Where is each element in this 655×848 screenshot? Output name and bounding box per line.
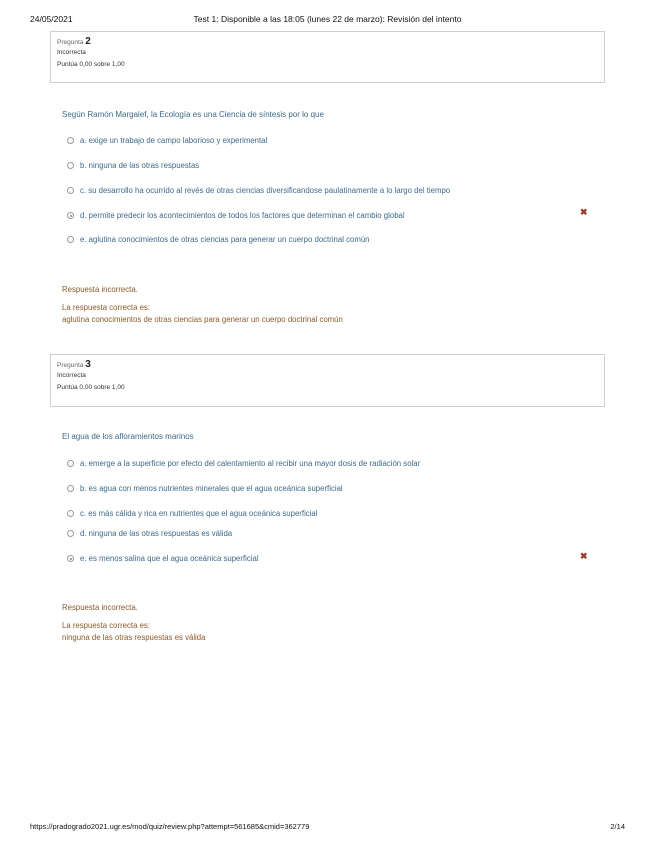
radio-button-selected[interactable] xyxy=(67,212,74,219)
print-url: https://pradogrado2021.ugr.es/mod/quiz/review.php?attempt=561685&cmid=362779 xyxy=(30,822,310,831)
incorrect-icon: ✖ xyxy=(580,207,588,217)
question-state: Incorrecta xyxy=(57,49,86,56)
print-title: Test 1: Disponible a las 18:05 (lunes 22 de marzo): Revisión del intento xyxy=(193,14,462,24)
radio-button[interactable] xyxy=(67,510,74,517)
question-info-box xyxy=(50,31,605,83)
radio-button[interactable] xyxy=(67,162,74,169)
radio-button[interactable] xyxy=(67,530,74,537)
right-answer-label: La respuesta correcta es: xyxy=(62,303,150,312)
right-answer-block xyxy=(62,620,205,644)
right-answer-text: aglutina conocimientos de otras ciencias para generar un cuerpo doctrinal común xyxy=(62,315,343,324)
question-text: Según Ramón Margalef, la Ecología es una Ciencia de síntesis por lo que xyxy=(62,110,324,119)
question-number: 2 xyxy=(85,36,91,47)
answer-text: d. permite predecir los acontecimientos de todos los factores que determinan el cambio global xyxy=(80,211,405,220)
radio-button[interactable] xyxy=(67,187,74,194)
answer-option-d[interactable] xyxy=(67,211,405,220)
answer-text: a. exige un trabajo de campo laborioso y experimental xyxy=(80,136,268,145)
answer-option-a[interactable] xyxy=(67,459,420,468)
answer-text: c. es más cálida y rica en nutrientes que el agua oceánica superficial xyxy=(80,509,318,518)
answer-option-e[interactable] xyxy=(67,235,370,244)
answer-option-c[interactable] xyxy=(67,509,318,518)
radio-button[interactable] xyxy=(67,460,74,467)
answer-option-a[interactable] xyxy=(67,136,267,145)
right-answer-label: La respuesta correcta es: xyxy=(62,621,150,630)
print-date: 24/05/2021 xyxy=(30,14,73,24)
question-grade: Puntúa 0,00 sobre 1,00 xyxy=(57,61,125,68)
right-answer-text: ninguna de las otras respuestas es válida xyxy=(62,633,206,642)
question-label: Pregunta xyxy=(57,39,84,46)
answer-text: b. ninguna de las otras respuestas xyxy=(80,161,200,170)
answer-text: a. emerge a la superficie por efecto del calentamiento al recibir una mayor dosis de radiación solar xyxy=(80,459,421,468)
question-number: 3 xyxy=(85,359,91,370)
right-answer-block xyxy=(62,302,343,326)
answer-option-d[interactable] xyxy=(67,529,232,538)
answer-option-c[interactable] xyxy=(67,186,450,195)
answer-text: c. su desarrollo ha ocurrido al revés de otras ciencias diversificandose paulatinamente a lo largo del tiempo xyxy=(80,186,451,195)
radio-button[interactable] xyxy=(67,485,74,492)
answer-text: b. es agua con menos nutrientes minerales que el agua oceánica superficial xyxy=(80,484,343,493)
answer-text: e. es menos salina que el agua oceánica superficial xyxy=(80,554,259,563)
page-number: 2/14 xyxy=(610,822,625,831)
question-state: Incorrecta xyxy=(57,372,86,379)
answer-option-b[interactable] xyxy=(67,161,199,170)
radio-button-selected[interactable] xyxy=(67,555,74,562)
incorrect-icon: ✖ xyxy=(580,551,588,561)
radio-button[interactable] xyxy=(67,137,74,144)
feedback-text: Respuesta incorrecta. xyxy=(62,603,138,612)
radio-button[interactable] xyxy=(67,236,74,243)
question-grade: Puntúa 0,00 sobre 1,00 xyxy=(57,384,125,391)
feedback-text: Respuesta incorrecta. xyxy=(62,285,138,294)
question-text: El agua de los afloramientos marinos xyxy=(62,432,194,441)
answer-option-b[interactable] xyxy=(67,484,343,493)
question-label: Pregunta xyxy=(57,362,84,369)
answer-text: e. aglutina conocimientos de otras ciencias para generar un cuerpo doctrinal común xyxy=(80,235,370,244)
answer-option-e[interactable] xyxy=(67,554,259,563)
answer-text: d. ninguna de las otras respuestas es válida xyxy=(80,529,233,538)
question-info-box xyxy=(50,354,605,407)
